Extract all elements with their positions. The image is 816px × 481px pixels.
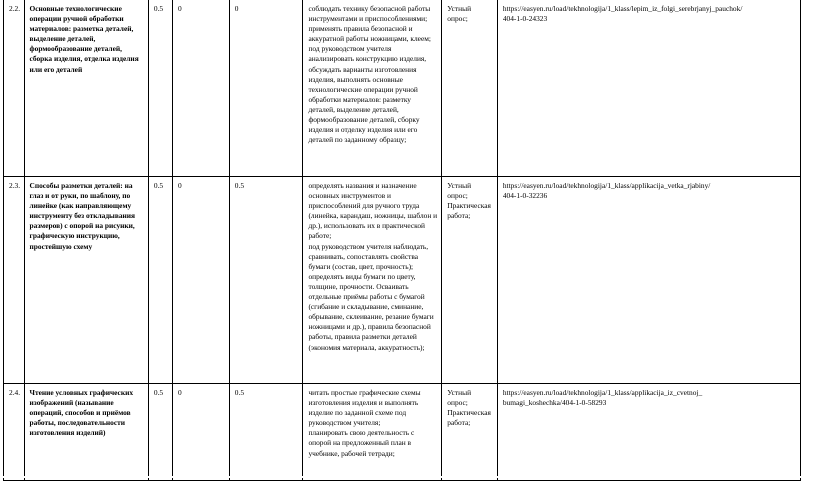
- topic-cell: [24, 177, 148, 384]
- activities-text: определять названия и назначение основных инструментов и приспособлений для ручного труда (линейка, карандаш, ножницы, шаблон и др.), использовать их в практической работе; под руководством учителя наблюдать, сравнивать, сопоставлять свойства бумаги (состав, цвет, прочность); определять виды бумаги по цвету, толщине, прочности. Осваивать отдельные приёмы работы с бумагой (сгибание и складывание, сминание, обрывание, склеивание, резание бумаги ножницами и др.), правила безопасной работы, правила разметки деталей (экономия материала, аккуратность);: [308, 181, 438, 352]
- table-row: [4, 384, 801, 481]
- hours-total-cell: 0.5: [148, 0, 172, 177]
- control-text: Устный опрос; Практическая работа;: [447, 181, 491, 221]
- hours-total-cell: 0.5: [148, 177, 172, 384]
- control-cell: [442, 177, 498, 384]
- control-cell: [442, 0, 498, 177]
- curriculum-table: [3, 0, 801, 481]
- hours-practice-cell: 0.5: [229, 384, 303, 481]
- resource-link[interactable]: https://easyen.ru/load/tekhnologija/1_klass/applikacija_iz_cvetnoj_ bumagi_koshechka/404-1-0-58293: [502, 388, 703, 408]
- table-row: [4, 177, 801, 384]
- table-row: [4, 0, 801, 177]
- activities-text: читать простые графические схемы изготовления изделия и выполнять изделие по заданной схеме под руководством учителя; планировать свою деятельность с опорой на предложенный план в учебнике, рабочей тетради;: [308, 388, 421, 458]
- row-number: 2.4.: [4, 384, 25, 481]
- resource-link[interactable]: https://easyen.ru/load/tekhnologija/1_klass/applikacija_vetka_rjabiny/ 404-1-0-32236: [502, 181, 711, 201]
- row-number: 2.2.: [4, 0, 25, 177]
- topic-cell: [24, 0, 148, 177]
- topic-text: Основные технологические операции ручной обработки материалов: разметка деталей, выделение деталей, формообразование деталей, сборка изделия, отделка изделия или его деталей: [29, 4, 139, 74]
- control-cell: [442, 384, 498, 481]
- hours-control-cell: 0: [173, 177, 230, 384]
- activities-text: соблюдать технику безопасной работы инструментами и приспособлениями; применять правила безопасной и аккуратной работы ножницами, клеем; под руководством учителя анализировать конструкцию изделия, обсуждать варианты изготовления изделия, выполнять основные технологические операции ручной обработки материалов: разметку деталей, выделение деталей, формообразование деталей, сборку изделия и отделку изделия или его деталей по заданному образцу;: [308, 4, 431, 145]
- topic-text: Чтение условных графических изображений (называние операций, способов и приёмов работы, последовательности изготовления изделий): [29, 388, 134, 438]
- control-text: Устный опрос;: [447, 4, 472, 24]
- hours-practice-cell: 0: [229, 0, 303, 177]
- control-text: Устный опрос; Практическая работа;: [447, 388, 491, 428]
- topic-text: Способы разметки деталей: на глаз и от руки, по шаблону, по линейке (как направляющему инструменту без откладывания размеров) с опорой на рисунки, графическую инструкцию, простейшую схему: [29, 181, 136, 251]
- resource-cell[interactable]: [497, 384, 800, 481]
- row-number: 2.3.: [4, 177, 25, 384]
- resource-cell[interactable]: [497, 177, 800, 384]
- resource-cell[interactable]: [497, 0, 800, 177]
- hours-total-cell: 0.5: [148, 384, 172, 481]
- activities-cell: [303, 177, 442, 384]
- hours-control-cell: 0: [173, 0, 230, 177]
- hours-practice-cell: 0.5: [229, 177, 303, 384]
- activities-cell: [303, 384, 442, 481]
- hours-control-cell: 0: [173, 384, 230, 481]
- activities-cell: [303, 0, 442, 177]
- topic-cell: [24, 384, 148, 481]
- resource-link[interactable]: https://easyen.ru/load/tekhnologija/1_klass/lepim_iz_folgi_serebrjanyj_pauchok/ 404-1-0-24323: [502, 4, 743, 24]
